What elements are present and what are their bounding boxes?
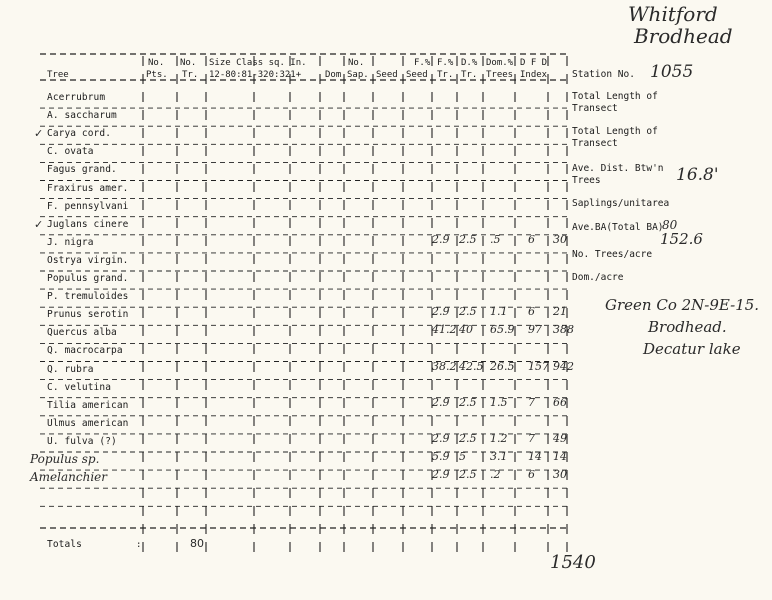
value-d-f-d: 7 (528, 395, 535, 409)
value-index: 388 (553, 323, 574, 337)
total-length-label-1: Total Length of (572, 91, 658, 102)
value-f-tr: 38.2 (432, 359, 457, 373)
location-note-line1: Green Co 2N-9E-15. (605, 296, 760, 314)
value-d-tr: 2.5 (459, 468, 477, 482)
location-note-line3: Decatur lake (643, 340, 741, 358)
header-dom-trees-1: Dom.% (486, 58, 514, 68)
value-d-f-d: 6 (528, 468, 535, 482)
value-f-tr: 2.9 (432, 395, 450, 409)
value-index: 49 (553, 431, 567, 445)
ave-ba-value-2: 152.6 (660, 230, 703, 248)
totals-colon: : (136, 540, 142, 550)
species-name: Q. macrocarpa (47, 345, 123, 357)
header-size-class-1: Size Class sq. In. (209, 58, 307, 68)
ave-dist-label-1: Ave. Dist. Btw'n (572, 163, 664, 174)
value-dom-trees: 1.5 (490, 395, 508, 409)
value-index: 14 (553, 450, 567, 463)
header-no-pts-2: Pts. (146, 70, 168, 80)
value-d-tr: 42.5 (459, 359, 484, 373)
value-index: 21 (553, 305, 567, 319)
value-d-tr: 2.5 (459, 395, 477, 409)
species-name: J. nigra (47, 236, 94, 248)
value-dom-trees: 3.1 (490, 450, 508, 463)
value-dom-trees: 1.1 (490, 305, 508, 319)
value-f-tr: 2.9 (432, 468, 450, 482)
station-label: Station No. (572, 69, 635, 80)
species-name: Q. rubra (47, 363, 94, 375)
species-name: Populus sp. (30, 452, 100, 466)
species-name: Ulmus american (47, 417, 129, 429)
location-note-line2: Brodhead. (648, 318, 727, 336)
totals-label: Totals (47, 539, 82, 550)
header-f-tr-2: Tr. (437, 70, 454, 80)
no-trees-label: No. Trees/acre (572, 249, 653, 260)
header-f-seed-1: F.% (414, 58, 431, 68)
header-f-tr-1: F.% (437, 58, 454, 68)
header-no-tr-1: No. (180, 58, 197, 68)
header-d-tr-2: Tr. (461, 70, 478, 80)
value-f-tr: 2.9 (432, 305, 450, 319)
value-f-tr: 2.9 (432, 431, 450, 445)
header-tree: Tree (47, 70, 69, 80)
value-d-tr: 40 (459, 323, 473, 337)
value-index: 30 (553, 468, 567, 482)
species-name: Populus grand. (47, 273, 129, 284)
handwritten-author: Whitford (628, 2, 718, 26)
totals-no-tr: 80 (190, 537, 204, 550)
value-d-f-d: 157 (528, 359, 549, 373)
saplings-label: Saplings/unitarea (572, 198, 670, 209)
header-no-pts-1: No. (148, 58, 165, 68)
header-size-class-2: 12-80:81-320:321+ (209, 70, 302, 80)
check-mark-icon: ✓ (34, 127, 44, 141)
species-name: Ostrya virgin. (47, 254, 129, 266)
species-name: Carya cord. (47, 128, 112, 140)
ave-dist-label-2: Trees (572, 175, 601, 186)
species-name: C. velutina (47, 381, 112, 393)
header-dom: Dom (325, 70, 342, 80)
value-f-tr: 5.9 (432, 450, 450, 463)
value-d-tr: 2.5 (459, 431, 477, 445)
ave-ba-label: Ave.BA(Total BA) (572, 222, 664, 233)
value-index: 30 (553, 232, 567, 246)
header-no-tr-2: Tr. (182, 70, 199, 80)
station-number: 1055 (650, 62, 694, 82)
header-d-tr-1: D.% (461, 58, 478, 68)
value-dom-trees: 65.9 (490, 323, 515, 337)
species-name: Acerrubrum (47, 92, 106, 103)
header-f-seed-2: Seed (406, 70, 428, 80)
value-d-tr: 5 (459, 450, 466, 463)
value-f-tr: 2.9 (432, 232, 450, 246)
bottom-number: 1540 (550, 552, 596, 573)
handwritten-location: Brodhead (634, 24, 733, 48)
ave-dist-value: 16.8' (676, 165, 719, 185)
header-no-sap-2: Sap. (347, 70, 369, 80)
header-seed: Seed (376, 70, 398, 80)
value-dom-trees: 1.2 (490, 431, 508, 445)
species-name: Fraxirus amer. (47, 182, 129, 194)
species-name: Juglans cinere (47, 218, 129, 230)
value-dom-trees: 26.5 (490, 359, 515, 373)
header-dom-trees-2: Trees (486, 70, 514, 80)
value-d-tr: 2.5 (459, 305, 477, 319)
species-name: Fagus grand. (47, 164, 117, 176)
header-index-2: Index (520, 70, 548, 80)
species-name: A. saccharum (47, 110, 117, 122)
species-name: Amelanchier (30, 470, 107, 485)
transect-label-1: Transect (572, 103, 618, 114)
value-d-f-d: 6 (528, 305, 535, 319)
value-f-tr: 41.2 (432, 323, 457, 337)
value-d-tr: 2.5 (459, 232, 477, 246)
dom-acre-label: Dom./acre (572, 272, 624, 283)
total-length-label-2: Total Length of (572, 126, 658, 137)
species-name: F. pennsylvani (47, 200, 129, 212)
species-name: Quercus alba (47, 327, 117, 339)
value-index: 66 (553, 395, 567, 409)
value-dom-trees: .5 (490, 232, 501, 246)
value-index: 942 (553, 359, 574, 373)
species-name: P. tremuloides (47, 291, 129, 303)
header-no-sap-1: No. (348, 58, 365, 68)
check-mark-icon: ✓ (34, 217, 44, 231)
species-name: U. fulva (?) (47, 435, 117, 447)
value-d-f-d: 6 (528, 232, 535, 246)
species-name: Tilia american (47, 399, 129, 411)
species-name: Prunus serotin (47, 309, 129, 321)
value-dom-trees: .2 (490, 468, 501, 482)
value-d-f-d: 7 (528, 431, 535, 445)
value-d-f-d: 14 (528, 450, 542, 463)
species-name: C. ovata (47, 146, 94, 158)
value-d-f-d: 97 (528, 323, 542, 337)
transect-label-2: Transect (572, 138, 618, 149)
ave-ba-value-1: 80 (662, 218, 678, 232)
header-index-1: D F D (520, 58, 548, 68)
